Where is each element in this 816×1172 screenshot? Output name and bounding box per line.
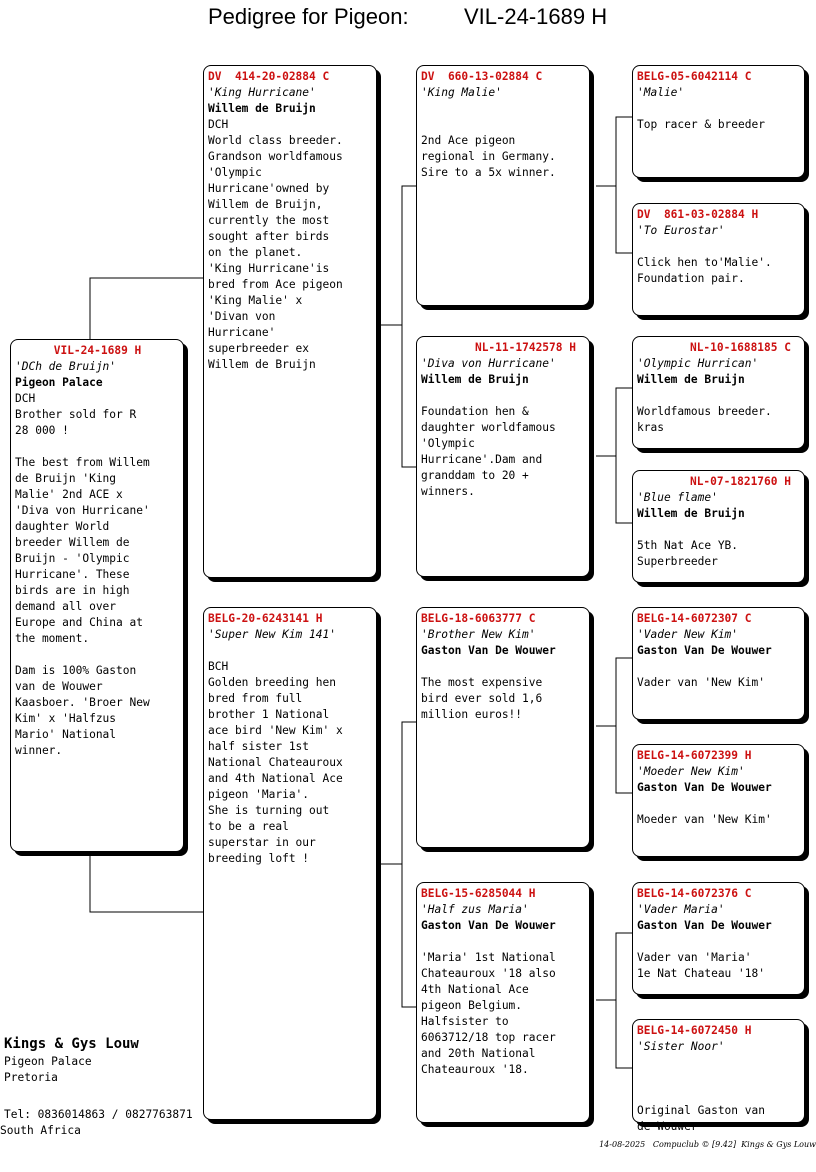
pigeon-description: Top racer & breeder [637,118,765,131]
ring-number: NL-10-1688185 C [689,341,791,354]
ring-number: NL-11-1742578 H [474,341,576,354]
ring-number: BELG-14-6072450 H [637,1024,752,1037]
pigeon-description: Foundation hen & daughter worldfamous 'Olympic Hurricane'.Dam and granddam to 20 + winners. [421,405,556,498]
pigeon-name: 'King Malie' [421,86,502,99]
pigeon-card-sire-dam[interactable] [416,336,590,577]
pigeon-name: 'King Hurricane' [208,86,316,99]
pigeon-description: 2nd Ace pigeon regional in Germany. Sire to a 5x winner. [421,134,556,179]
pigeon-name: 'Super New Kim 141' [208,628,336,641]
ring-number: DV 861-03-02884 H [637,208,759,221]
ring-number: BELG-18-6063777 C [421,612,536,625]
pigeon-card-dam[interactable] [203,607,377,1120]
pigeon-name: 'DCh de Bruijn' [15,360,117,373]
pigeon-owner: Gaston Van De Wouwer [421,644,556,657]
pigeon-description: Original Gaston van de Wouwer [637,1104,765,1133]
breeder-telephone: Tel: 0836014863 / 0827763871 [4,1108,193,1121]
pigeon-owner: Gaston Van De Wouwer [637,781,772,794]
ring-number: BELG-05-6042114 C [637,70,752,83]
pigeon-description: Worldfamous breeder. kras [637,405,772,434]
pigeon-owner: Gaston Van De Wouwer [421,919,556,932]
pigeon-description: DCH World class breeder. Grandson worldfamous 'Olympic Hurricane'owned by Willem de Bruijn, currently the most sought after birds on the planet. 'King Hurricane'is bred from Ace pigeon 'King Malie' x 'Divan von Hurricane' superbreeder ex Willem de Bruijn [208,118,343,371]
pigeon-description: DCH Brother sold for R 28 000 ! The best from Willem de Bruijn 'King Malie' 2nd ACE x 'Diva von Hurricane' daughter World breeder Willem de Bruijn - 'Olympic Hurricane'. These birds are in high demand all over Europe and China at the moment. Dam is 100% Gaston van de Wouwer Kaasboer. 'Broer New Kim' x 'Halfzus Mario' National winner. [15,392,150,757]
connector-ds-parents [616,658,633,793]
connector-dd-parents [616,933,633,1068]
pigeon-description: BCH Golden breeding hen bred from full brother 1 National ace bird 'New Kim' x half sister 1st National Chateauroux and 4th National Ace pigeon 'Maria'. She is turning out to be a real superstar in our breeding loft ! [208,660,343,865]
pigeon-card-sire-sire-sire[interactable] [632,65,805,178]
pigeon-name: 'Blue flame' [637,491,718,504]
pigeon-card-sire-dam-dam[interactable] [632,470,805,583]
pigeon-card-dam-sire-sire[interactable] [632,607,805,720]
title-label: Pedigree for Pigeon: [208,4,409,29]
pigeon-name: 'Vader Maria' [637,903,725,916]
ring-number: DV 414-20-02884 C [208,70,330,83]
pigeon-owner: Pigeon Palace [15,376,103,389]
title-ring-number: VIL-24-1689 H [464,4,608,29]
ring-number: BELG-14-6072376 C [637,887,752,900]
pigeon-card-dam-dam-dam[interactable] [632,1019,805,1133]
pigeon-name: 'Malie' [637,86,685,99]
pigeon-owner: Willem de Bruijn [208,102,316,115]
pigeon-description: 'Maria' 1st National Chateauroux '18 also 4th National Ace pigeon Belgium. Halfsister to 6063712/18 top racer and 20th National Chateauroux '18. [421,951,556,1076]
pigeon-card-sire-dam-sire[interactable] [632,336,805,449]
pigeon-owner: Gaston Van De Wouwer [637,644,772,657]
pigeon-name: 'Half zus Maria' [421,903,529,916]
pigeon-name: 'To Eurostar' [637,224,725,237]
ring-number: BELG-15-6285044 H [421,887,536,900]
connector-ss-parents [616,117,633,253]
pigeon-card-dam-sire[interactable] [416,607,590,848]
pigeon-card-dam-sire-dam[interactable] [632,744,805,857]
pigeon-owner: Willem de Bruijn [637,373,745,386]
pigeon-name: 'Brother New Kim' [421,628,536,641]
pigeon-name: 'Moeder New Kim' [637,765,745,778]
ring-number: BELG-20-6243141 H [208,612,323,625]
pigeon-name: 'Vader New Kim' [637,628,739,641]
pigeon-description: 5th Nat Ace YB. Superbreeder [637,539,739,568]
pigeon-card-subject[interactable] [10,339,184,852]
pigeon-description: Vader van 'Maria' 1e Nat Chateau '18' [637,951,765,980]
pigeon-name: 'Olympic Hurrican' [637,357,759,370]
print-footer: 14-08-2025 Compuclub © [9.42] Kings & Gys Louw [599,1140,816,1149]
breeder-loft: Pigeon Palace [4,1055,92,1068]
pigeon-name: 'Sister Noor' [637,1040,725,1053]
breeder-info [4,1034,139,1086]
connector-sd-parents [616,388,633,523]
pigeon-card-sire-sire-dam[interactable] [632,203,805,316]
ring-number: BELG-14-6072307 C [637,612,752,625]
breeder-city: Pretoria [4,1071,58,1084]
ring-number: BELG-14-6072399 H [637,749,752,762]
pigeon-description: The most expensive bird ever sold 1,6 million euros!! [421,676,543,721]
pigeon-description: Vader van 'New Kim' [637,676,765,689]
pigeon-description: Moeder van 'New Kim' [637,813,772,826]
pigeon-name: 'Diva von Hurricane' [421,357,556,370]
breeder-name: Kings & Gys Louw [4,1036,139,1052]
ring-number: VIL-24-1689 H [53,344,142,357]
pigeon-card-sire[interactable] [203,65,377,578]
pigeon-owner: Gaston Van De Wouwer [637,919,772,932]
ring-number: NL-07-1821760 H [689,475,791,488]
pigeon-card-sire-sire[interactable] [416,65,590,306]
ring-number: DV 660-13-02884 C [421,70,543,83]
breeder-country: South Africa [0,1124,81,1137]
pigeon-card-dam-dam[interactable] [416,882,590,1123]
pigeon-card-dam-dam-sire[interactable] [632,882,805,995]
pigeon-owner: Willem de Bruijn [637,507,745,520]
pigeon-owner: Willem de Bruijn [421,373,529,386]
pigeon-description: Click hen to'Malie'. Foundation pair. [637,256,772,285]
